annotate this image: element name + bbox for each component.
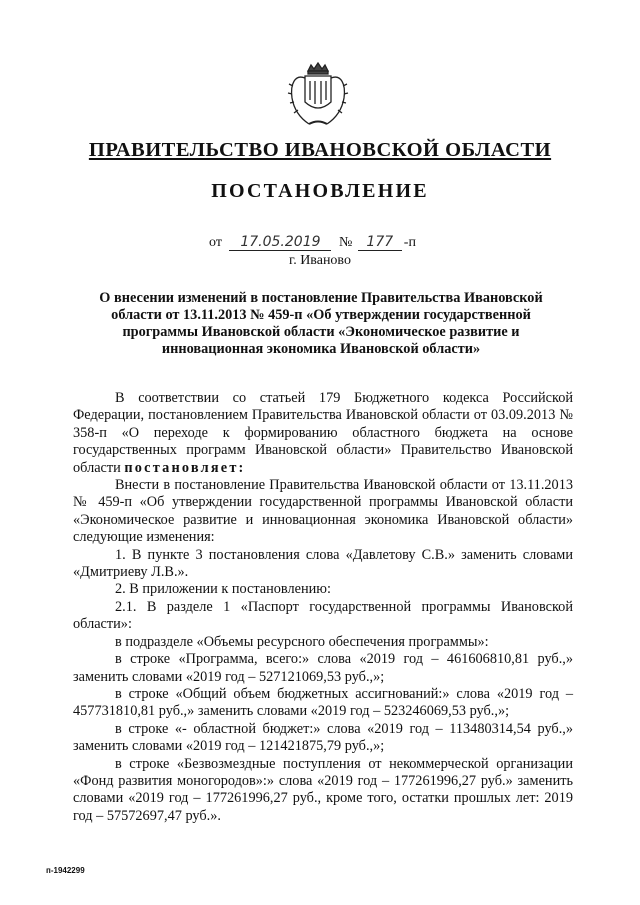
from-label: от	[209, 235, 222, 250]
city-line: г. Иваново	[289, 253, 351, 268]
paragraph-budget-total: в строке «Общий объем бюджетных ассигнований:» слова «2019 год – 457731810,81 руб.,» заменить словами «2019 год – 523246069,53 руб.,»;	[73, 685, 573, 720]
handwritten-number: 177	[358, 234, 402, 251]
document-subject: О внесении изменений в постановление Правительства Ивановской области от 13.11.2013 № 459-п «Об утверждении государственной программы Ивановской области «Экономическое развитие и инновационная экономика Ивановской области»	[99, 290, 543, 357]
document-stamp: п-1942299	[46, 866, 85, 875]
government-title: ПРАВИТЕЛЬСТВО ИВАНОВСКОЙ ОБЛАСТИ	[88, 139, 552, 161]
paragraph-regional-budget: в строке «- областной бюджет:» слова «2019 год – 113480314,54 руб.,» заменить словами «2019 год – 121421875,79 руб.,»;	[73, 720, 573, 755]
paragraph-subsection: в подразделе «Объемы ресурсного обеспечения программы»:	[115, 633, 489, 650]
number-suffix: -п	[403, 235, 416, 250]
number-label: №	[338, 235, 353, 250]
handwritten-date: 17.05.2019	[229, 234, 331, 251]
coat-of-arms-emblem	[287, 62, 349, 128]
preamble-text: В соответствии со статьей 179 Бюджетного кодекса Российской Федерации, постановлением Правительства Ивановской области от 03.09.2013 № 358-п «О переходе к формированию областного бюджета на основе государственных программ Ивановской области» Правительство Ивановской области	[73, 390, 573, 476]
document-body	[73, 390, 573, 825]
paragraph-program-total: в строке «Программа, всего:» слова «2019 год – 461606810,81 руб.,» заменить словами «2019 год – 527121069,53 руб.,»;	[73, 651, 573, 685]
paragraph-item-2-1: 2.1. В разделе 1 «Паспорт государственной программы Ивановской области»:	[73, 598, 573, 633]
paragraph-preamble	[73, 390, 573, 477]
paragraph-amend: Внести в постановление Правительства Ивановской области от 13.11.2013 № 459-п «Об утверждении государственной программы Ивановской области «Экономическое развитие и инновационная экономика Ивановской области» следующие изменения:	[73, 477, 573, 546]
paragraph-grants: в строке «Безвозмездные поступления от некоммерческой организации «Фонд развития моногородов»:» слова «2019 год – 177261996,27 руб.» заменить словами «2019 год – 177261996,27 руб., кроме того, остатки прошлых лет: 2019 год – 57572697,47 руб.».	[73, 755, 573, 824]
document-type: ПОСТАНОВЛЕНИЕ	[211, 180, 429, 202]
registration-line	[209, 234, 416, 251]
paragraph-item-2: 2. В приложении к постановлению:	[115, 581, 331, 598]
resolves-word: постановляет:	[124, 459, 246, 476]
paragraph-item-1: 1. В пункте 3 постановления слова «Давлетову С.В.» заменить словами «Дмитриеву Л.В.».	[73, 546, 573, 581]
